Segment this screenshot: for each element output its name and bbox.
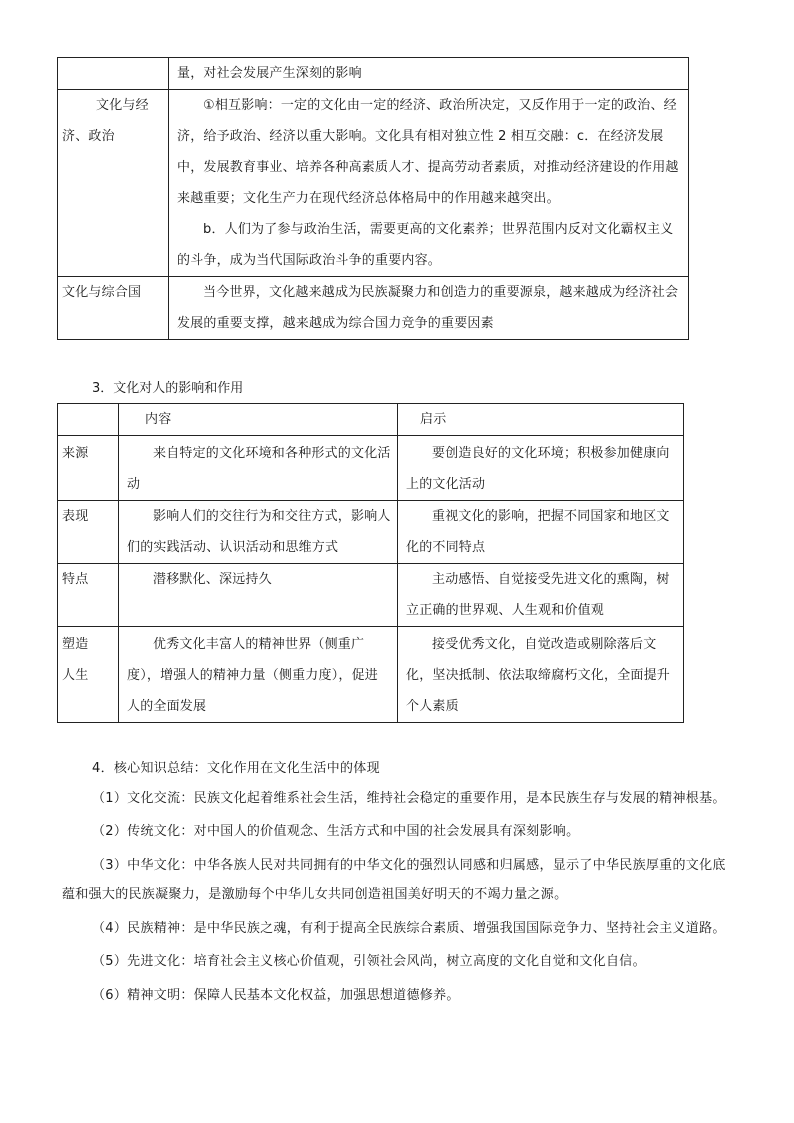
summary-item: （3）中华文化：中华各族人民对共同拥有的中华文化的强烈认同感和归属感，显示了中华民族厚重的文化底蕴和强大的民族凝聚力，是激励每个中华儿女共同创造祖国美好明天的不竭力量之源。 <box>62 857 726 902</box>
content-text: 影响人们的交往行为和交往方式，影响人们的实践活动、认识活动和思维方式 <box>127 509 391 555</box>
row-label-cell <box>58 436 119 501</box>
cell-paragraph: 量，对社会发展产生深刻的影响 <box>177 66 362 81</box>
cell-paragraph: b．人们为了参与政治生活，需要更高的文化素养；世界范围内反对文化霸权主义的斗争，成为当代国际政治斗争的重要内容。 <box>177 222 674 268</box>
insight-text: 主动感悟、自觉接受先进文化的熏陶，树立正确的世界观、人生观和价值观 <box>406 572 670 618</box>
culture-impact-table <box>57 403 684 723</box>
row-label-cell <box>58 564 119 627</box>
header-label: 启示 <box>420 412 447 427</box>
summary-item: （4）民族精神：是中华民族之魂，有利于提高全民族综合素质、增强我国国际竞争力、坚持社会主义道路。 <box>92 920 726 936</box>
header-label: 内容 <box>145 412 172 427</box>
summary-item: （2）传统文化：对中国人的价值观念、生活方式和中国的社会发展具有深刻影响。 <box>92 824 580 839</box>
row-label-cell <box>58 90 169 277</box>
cell-paragraph: 当今世界，文化越来越成为民族凝聚力和创造力的重要源泉，越来越成为经济社会发展的重要支撑，越来越成为综合国力竞争的重要因素 <box>177 285 679 331</box>
summary-item: （5）先进文化：培育社会主义核心价值观，引领社会风尚，树立高度的文化自觉和文化自信。 <box>92 954 646 969</box>
header-cell <box>119 404 398 436</box>
content-text: 来自特定的文化环境和各种形式的文化活动 <box>127 446 391 492</box>
table-row <box>58 627 684 723</box>
summary-item: （6）精神文明：保障人民基本文化权益，加强思想道德修养。 <box>92 987 460 1003</box>
cell-paragraph: ①相互影响：一定的文化由一定的经济、政治所决定，又反作用于一定的政治、经济，给予政治、经济以重大影响。文化具有相对独立性 2 相互交融：c．在经济发展中，发展教育事业、培养各种高素质人才、提高劳动者素质，对推动经济建设的作用越来越重要；文化生产力在现代经济总体格局中的作用越来越突出。 <box>177 98 679 206</box>
header-cell <box>58 404 119 436</box>
content-text: 优秀文化丰富人的精神世界（侧重广度），增强人的精神力量（侧重力度），促进人的全面发展 <box>127 637 379 714</box>
table-row <box>58 436 684 501</box>
row-content-cell <box>169 90 689 277</box>
header-cell <box>398 404 684 436</box>
insight-cell <box>398 501 684 564</box>
content-cell <box>119 564 398 627</box>
table-row <box>58 501 684 564</box>
content-cell <box>119 436 398 501</box>
summary-item: （1）文化交流：民族文化起着维系社会生活，维持社会稳定的重要作用，是本民族生存与发展的精神根基。 <box>92 790 726 806</box>
row-label: 来源 <box>62 446 89 461</box>
section-4-heading: 4．核心知识总结：文化作用在文化生活中的体现 <box>92 761 380 776</box>
table-row <box>58 277 689 340</box>
row-content-cell <box>169 58 689 90</box>
table-row <box>58 564 684 627</box>
content-cell <box>119 501 398 564</box>
insight-text: 重视文化的影响，把握不同国家和地区文化的不同特点 <box>406 509 670 555</box>
content-text: 潜移默化、深远持久 <box>153 572 272 587</box>
insight-text: 接受优秀文化，自觉改造或剔除落后文化，坚决抵制、依法取缔腐朽文化，全面提升个人素质 <box>406 637 671 714</box>
table-header-row <box>58 404 684 436</box>
row-label-cell <box>58 277 169 340</box>
insight-cell <box>398 564 684 627</box>
row-label: 表现 <box>62 509 89 524</box>
table-row <box>58 58 689 90</box>
row-label-cell <box>58 58 169 90</box>
core-knowledge-summary <box>62 754 730 1014</box>
culture-relations-table <box>57 57 689 340</box>
row-content-cell <box>169 277 689 340</box>
row-label: 特点 <box>62 572 89 587</box>
insight-cell <box>398 627 684 723</box>
row-label: 文化与经济、政治 <box>62 98 149 144</box>
row-label: 塑造人生 <box>62 637 89 683</box>
insight-text: 要创造良好的文化环境；积极参加健康向上的文化活动 <box>406 446 670 492</box>
content-cell <box>119 627 398 723</box>
insight-cell <box>398 436 684 501</box>
row-label: 文化与综合国 <box>62 285 142 300</box>
table-row <box>58 90 689 277</box>
row-label-cell <box>58 501 119 564</box>
row-label-cell <box>58 627 119 723</box>
section-3-heading: 3．文化对人的影响和作用 <box>92 381 244 396</box>
